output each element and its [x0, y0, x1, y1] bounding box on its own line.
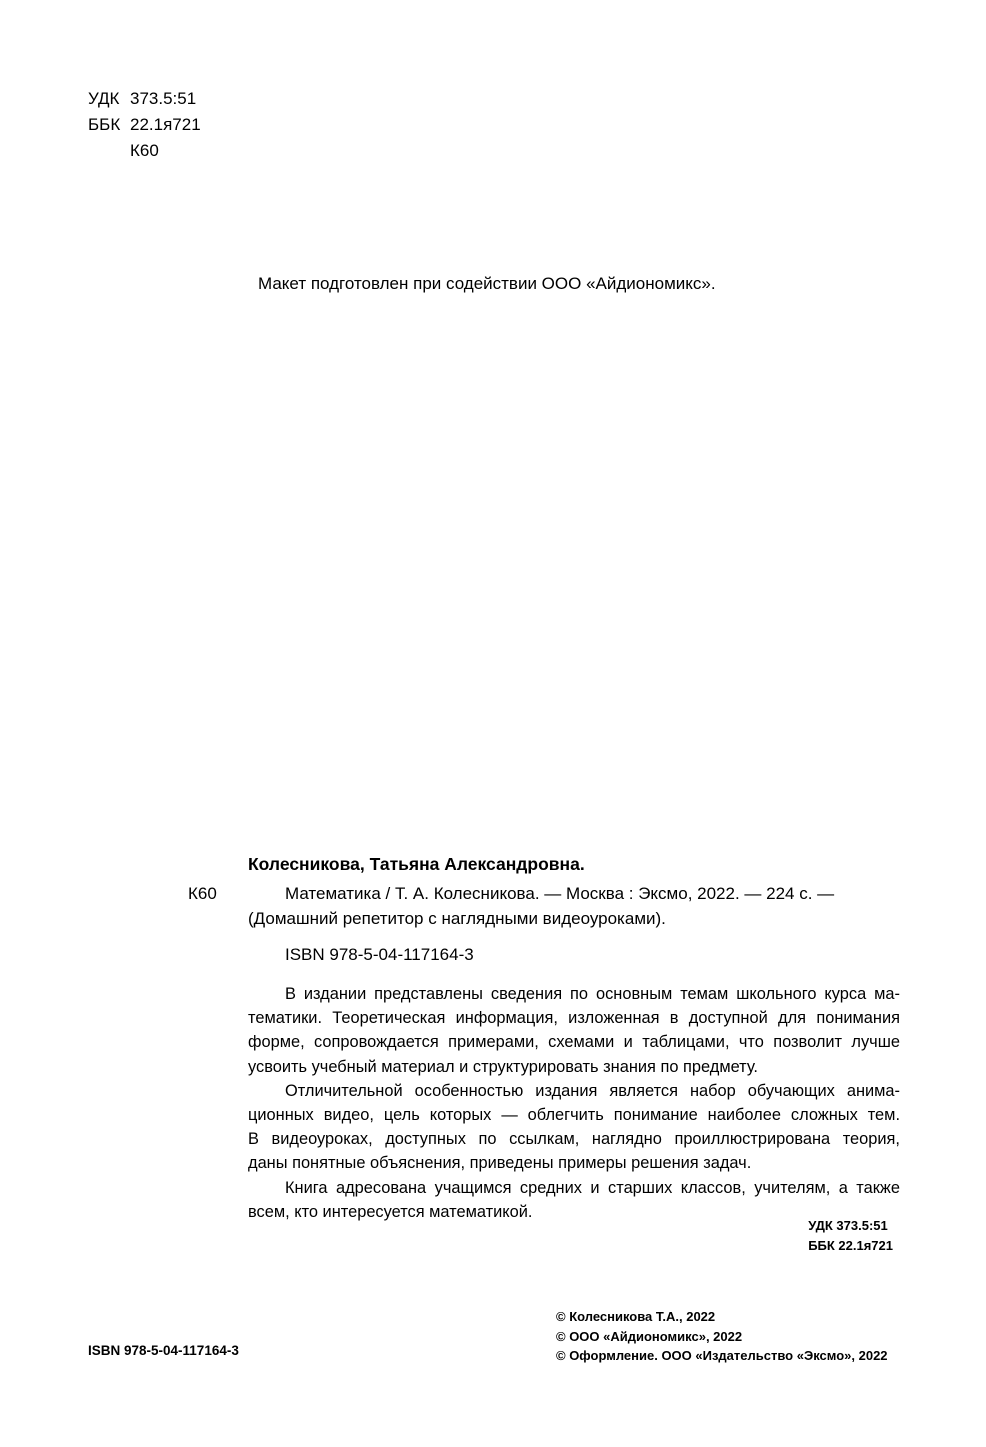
annotation-line: ционных видео, цель которых — облегчить понимание наиболее сложных тем. [248, 1106, 900, 1125]
copyright-line: © Колесникова Т.А., 2022 [556, 1309, 716, 1324]
copyright-line: © Оформление. ООО «Издательство «Эксмо», 2022 [556, 1348, 888, 1363]
bbk-bottom: ББК 22.1я721 [808, 1238, 893, 1253]
bbk-label: ББК [88, 115, 121, 134]
udk-row [88, 86, 201, 112]
annotation [248, 982, 900, 1224]
author-name: Колесникова, Татьяна Александровна. [248, 854, 585, 874]
classification-codes-bottom [808, 1216, 893, 1256]
classification-codes-top [88, 86, 201, 164]
layout-note: Макет подготовлен при содействии ООО «Айдиономикс». [258, 274, 716, 293]
annotation-line: тематики. Теоретическая информация, изложенная в доступной для понимания [248, 1009, 900, 1028]
udk-bottom: УДК 373.5:51 [808, 1218, 888, 1233]
annotation-line: Книга адресована учащимся средних и старших классов, учителям, а также [285, 1178, 900, 1197]
author-mark-top: К60 [130, 141, 159, 160]
bbk-value: 22.1я721 [130, 115, 201, 134]
annotation-line: даны понятные объяснения, приведены примеры решения задач. [248, 1154, 752, 1173]
annotation-line: Отличительной особенностью издания является набор обучающих анима- [285, 1081, 900, 1100]
copyright-block [556, 1307, 888, 1366]
bbk-row [88, 112, 201, 138]
annotation-line: форме, сопровождается примерами, схемами и таблицами, что позволит лучше [248, 1033, 900, 1052]
annotation-line: всем, кто интересуется математикой. [248, 1202, 533, 1221]
bibliographic-line-1: Математика / Т. А. Колесникова. — Москва : Эксмо, 2022. — 224 с. — [285, 884, 835, 903]
copyright-line: © ООО «Айдиономикс», 2022 [556, 1328, 743, 1344]
isbn-footer: ISBN 978-5-04-117164-3 [88, 1343, 239, 1358]
udk-label: УДК [88, 89, 120, 108]
bibliographic-line-2: (Домашний репетитор с наглядными видеоуроками). [248, 909, 666, 928]
annotation-line: В издании представлены сведения по основным темам школьного курса ма- [285, 985, 900, 1003]
annotation-line: усвоить учебный материал и структурировать знания по предмету. [248, 1057, 758, 1076]
author-mark-row [88, 138, 201, 164]
author-mark: К60 [188, 884, 217, 903]
annotation-line: В видеоуроках, доступных по ссылкам, наглядно проиллюстрирована теория, [248, 1130, 900, 1149]
udk-value: 373.5:51 [130, 89, 197, 108]
isbn-main: ISBN 978-5-04-117164-3 [285, 945, 474, 964]
